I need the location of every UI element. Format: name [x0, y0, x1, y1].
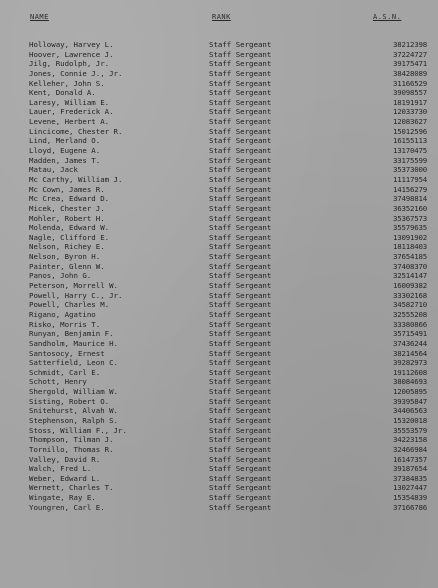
roster-row — [0, 79, 438, 89]
column-header-name: NAME — [30, 13, 49, 21]
roster-rank: Staff Sergeant — [209, 78, 272, 88]
roster-rank: Staff Sergeant — [209, 367, 272, 377]
roster-row — [0, 377, 438, 387]
roster-rank: Staff Sergeant — [209, 261, 272, 271]
roster-name: Stoss, William F., Jr. — [29, 425, 127, 435]
roster-asn: 37498814 — [393, 194, 427, 204]
roster-row — [0, 185, 438, 195]
roster-name: Holloway, Harvey L. — [29, 40, 114, 49]
roster-asn: 34223158 — [393, 435, 427, 445]
roster-name: Runyan, Benjamin F. — [29, 329, 114, 339]
roster-name: Risko, Morris T. — [29, 319, 101, 329]
roster-asn: 34406563 — [393, 406, 427, 416]
roster-name: Sandholm, Maurice H. — [29, 338, 118, 348]
roster-asn: 37654185 — [393, 252, 427, 262]
roster-rank: Staff Sergeant — [209, 126, 272, 136]
roster-row — [0, 349, 438, 359]
roster-row — [0, 474, 438, 484]
roster-rank: Staff Sergeant — [209, 223, 272, 233]
roster-row — [0, 223, 438, 233]
roster-name: Lind, Merland O. — [29, 136, 101, 146]
roster-asn: 15012596 — [393, 126, 427, 136]
roster-row — [0, 117, 438, 127]
roster-name: Madden, James T. — [29, 155, 101, 165]
roster-asn: 13170475 — [393, 146, 427, 156]
roster-asn: 35579635 — [393, 223, 427, 233]
roster-rank: Staff Sergeant — [209, 493, 272, 503]
roster-asn: 12005895 — [393, 387, 427, 397]
roster-rank: Staff Sergeant — [209, 300, 272, 310]
roster-name: Sisting, Robert O. — [29, 396, 110, 406]
roster-name: Youngren, Carl E. — [29, 502, 105, 512]
roster-asn: 32514147 — [393, 271, 427, 281]
roster-row — [0, 426, 438, 436]
roster-asn: 35367573 — [393, 213, 427, 223]
roster-row — [0, 358, 438, 368]
roster-row — [0, 271, 438, 281]
roster-rank: Staff Sergeant — [209, 213, 272, 223]
roster-row — [0, 291, 438, 301]
roster-name: Nagle, Clifford E. — [29, 232, 110, 242]
roster-rank: Staff Sergeant — [209, 203, 272, 213]
roster-row — [0, 146, 438, 156]
roster-asn: 35553579 — [393, 425, 427, 435]
roster-name: Lloyd, Eugene A. — [29, 146, 101, 156]
roster-asn: 13027447 — [393, 483, 427, 493]
column-header-asn: A.S.N. — [373, 13, 402, 21]
roster-name: Santosocy, Ernest — [29, 348, 105, 358]
roster-name: Kelleher, John S. — [29, 78, 105, 88]
roster-rank: Staff Sergeant — [209, 194, 272, 204]
roster-rank: Staff Sergeant — [209, 184, 272, 194]
roster-asn: 34582710 — [393, 300, 427, 310]
roster-name: Jones, Connie J., Jr. — [29, 68, 123, 78]
roster-row — [0, 88, 438, 98]
roster-asn: 16147357 — [393, 454, 427, 464]
roster-rank: Staff Sergeant — [209, 406, 272, 416]
roster-row — [0, 69, 438, 79]
roster-rank: Staff Sergeant — [209, 319, 272, 329]
roster-rank: Staff Sergeant — [209, 348, 272, 358]
column-header-rank: RANK — [212, 13, 231, 21]
roster-asn: 39175471 — [393, 59, 427, 69]
roster-rank: Staff Sergeant — [209, 338, 272, 348]
roster-asn: 33175599 — [393, 155, 427, 165]
roster-row — [0, 368, 438, 378]
roster-asn: 33380866 — [393, 319, 427, 329]
roster-asn: 37436244 — [393, 338, 427, 348]
roster-asn: 37384835 — [393, 473, 427, 483]
roster-asn: 11117954 — [393, 174, 427, 184]
roster-row — [0, 156, 438, 166]
roster-rank: Staff Sergeant — [209, 232, 272, 242]
roster-row — [0, 281, 438, 291]
roster-asn: 19112608 — [393, 367, 427, 377]
roster-row — [0, 445, 438, 455]
roster-asn: 15320018 — [393, 415, 427, 425]
roster-row — [0, 233, 438, 243]
roster-name: Panos, John G. — [29, 271, 92, 281]
roster-name: Matau, Jack — [29, 165, 78, 175]
roster-row — [0, 493, 438, 503]
roster-asn: 38428089 — [393, 68, 427, 78]
roster-asn: 36352160 — [393, 203, 427, 213]
roster-asn: 31166529 — [393, 78, 427, 88]
roster-asn: 12083627 — [393, 117, 427, 127]
roster-asn: 39187654 — [393, 464, 427, 474]
roster-rank: Staff Sergeant — [209, 146, 272, 156]
roster-row — [0, 165, 438, 175]
roster-rank: Staff Sergeant — [209, 464, 272, 474]
roster-rank: Staff Sergeant — [209, 242, 272, 252]
roster-rank: Staff Sergeant — [209, 281, 272, 291]
roster-name: Molenda, Edward W. — [29, 223, 110, 233]
roster-asn: 39098557 — [393, 88, 427, 98]
roster-rank: Staff Sergeant — [209, 155, 272, 165]
roster-rank: Staff Sergeant — [209, 68, 272, 78]
roster-rank: Staff Sergeant — [209, 309, 272, 319]
roster-row — [0, 204, 438, 214]
roster-name: Mohler, Robert H. — [29, 213, 105, 223]
roster-rank: Staff Sergeant — [209, 387, 272, 397]
roster-name: Peterson, Morrell W. — [29, 281, 118, 291]
roster-name: Wernett, Charles T. — [29, 483, 114, 493]
roster-row — [0, 50, 438, 60]
roster-name: Rigano, Agatino — [29, 309, 96, 319]
roster-rank: Staff Sergeant — [209, 377, 272, 387]
roster-name: Powell, Harry C., Jr. — [29, 290, 123, 300]
roster-name: Schott, Henry — [29, 377, 87, 387]
roster-asn: 38214564 — [393, 348, 427, 358]
roster-row — [0, 464, 438, 474]
roster-name: Shergold, William W. — [29, 387, 118, 397]
roster-rank: Staff Sergeant — [209, 396, 272, 406]
roster-row — [0, 262, 438, 272]
roster-asn: 37166786 — [393, 502, 427, 512]
roster-rank: Staff Sergeant — [209, 117, 272, 127]
roster-asn: 37408370 — [393, 261, 427, 271]
roster-row — [0, 300, 438, 310]
roster-asn: 14156279 — [393, 184, 427, 194]
roster-name: Hoover, Lawrence J. — [29, 49, 114, 59]
roster-row — [0, 136, 438, 146]
roster-asn: 16009382 — [393, 281, 427, 291]
roster-asn: 39395847 — [393, 396, 427, 406]
roster-rank: Staff Sergeant — [209, 271, 272, 281]
roster-rank: Staff Sergeant — [209, 59, 272, 69]
roster-row — [0, 59, 438, 69]
roster-row — [0, 455, 438, 465]
roster-row — [0, 107, 438, 117]
roster-row — [0, 387, 438, 397]
roster-name: Kent, Donald A. — [29, 88, 96, 98]
roster-row — [0, 320, 438, 330]
roster-name: Powell, Charles M. — [29, 300, 110, 310]
roster-name: Weber, Edward L. — [29, 473, 101, 483]
roster-rank: Staff Sergeant — [209, 40, 272, 49]
roster-row — [0, 310, 438, 320]
roster-row — [0, 397, 438, 407]
roster-asn: 38212398 — [393, 40, 427, 49]
roster-name: Nelson, Richey E. — [29, 242, 105, 252]
roster-name: Lauer, Frederick A. — [29, 107, 114, 117]
roster-asn: 12033730 — [393, 107, 427, 117]
roster-asn: 33302168 — [393, 290, 427, 300]
roster-rank: Staff Sergeant — [209, 435, 272, 445]
roster-name: Wingate, Ray E. — [29, 493, 96, 503]
roster-rank: Staff Sergeant — [209, 97, 272, 107]
roster-name: Levene, Herbert A. — [29, 117, 110, 127]
roster-name: Painter, Glenn W. — [29, 261, 105, 271]
roster-rank: Staff Sergeant — [209, 107, 272, 117]
roster-asn: 32466984 — [393, 444, 427, 454]
roster-row — [0, 416, 438, 426]
roster-row — [0, 214, 438, 224]
roster-asn: 35715491 — [393, 329, 427, 339]
roster-row — [0, 194, 438, 204]
roster-row — [0, 242, 438, 252]
roster-asn: 18118403 — [393, 242, 427, 252]
roster-asn: 16155113 — [393, 136, 427, 146]
roster-row — [0, 98, 438, 108]
roster-rank: Staff Sergeant — [209, 415, 272, 425]
roster-asn: 37224727 — [393, 49, 427, 59]
roster-row — [0, 127, 438, 137]
roster-rank: Staff Sergeant — [209, 483, 272, 493]
roster-rank: Staff Sergeant — [209, 425, 272, 435]
roster-row — [0, 435, 438, 445]
roster-asn: 38084693 — [393, 377, 427, 387]
roster-name: Walch, Fred L. — [29, 464, 92, 474]
roster-row — [0, 483, 438, 493]
roster-rank: Staff Sergeant — [209, 358, 272, 368]
roster-name: Mc Carthy, William J. — [29, 174, 123, 184]
roster-asn: 35373000 — [393, 165, 427, 175]
roster-rank: Staff Sergeant — [209, 290, 272, 300]
roster-asn: 32555208 — [393, 309, 427, 319]
roster-rank: Staff Sergeant — [209, 165, 272, 175]
roster-rank: Staff Sergeant — [209, 454, 272, 464]
roster-row — [0, 329, 438, 339]
roster-asn: 13091902 — [393, 232, 427, 242]
roster-asn: 39282973 — [393, 358, 427, 368]
roster-row — [0, 503, 438, 513]
column-header-row — [0, 13, 438, 27]
roster-name: Snitehurst, Alvah W. — [29, 406, 118, 416]
roster-row — [0, 252, 438, 262]
roster-rank: Staff Sergeant — [209, 444, 272, 454]
roster-name: Valley, David R. — [29, 454, 101, 464]
roster-row — [0, 339, 438, 349]
roster-name: Nelson, Byron H. — [29, 252, 101, 262]
roster-name: Schmidt, Carl E. — [29, 367, 101, 377]
roster-rank: Staff Sergeant — [209, 88, 272, 98]
roster-rank: Staff Sergeant — [209, 473, 272, 483]
roster-name: Mc Cown, James R. — [29, 184, 105, 194]
roster-rank: Staff Sergeant — [209, 329, 272, 339]
roster-list — [0, 40, 438, 512]
roster-row — [0, 40, 438, 50]
roster-name: Tornillo, Thomas R. — [29, 444, 114, 454]
roster-rank: Staff Sergeant — [209, 174, 272, 184]
roster-name: Laresy, William E. — [29, 97, 110, 107]
roster-name: Stephenson, Ralph S. — [29, 415, 118, 425]
roster-name: Jilg, Rudolph, Jr. — [29, 59, 110, 69]
roster-rank: Staff Sergeant — [209, 252, 272, 262]
roster-name: Thompson, Tilman J. — [29, 435, 114, 445]
roster-asn: 18191917 — [393, 97, 427, 107]
roster-rank: Staff Sergeant — [209, 49, 272, 59]
roster-asn: 15354839 — [393, 493, 427, 503]
roster-rank: Staff Sergeant — [209, 502, 272, 512]
roster-name: Lincicome, Chester R. — [29, 126, 123, 136]
roster-rank: Staff Sergeant — [209, 136, 272, 146]
roster-name: Satterfield, Leon C. — [29, 358, 118, 368]
roster-row — [0, 175, 438, 185]
roster-row — [0, 406, 438, 416]
roster-name: Micek, Chester J. — [29, 203, 105, 213]
roster-name: Mc Crea, Edward D. — [29, 194, 110, 204]
